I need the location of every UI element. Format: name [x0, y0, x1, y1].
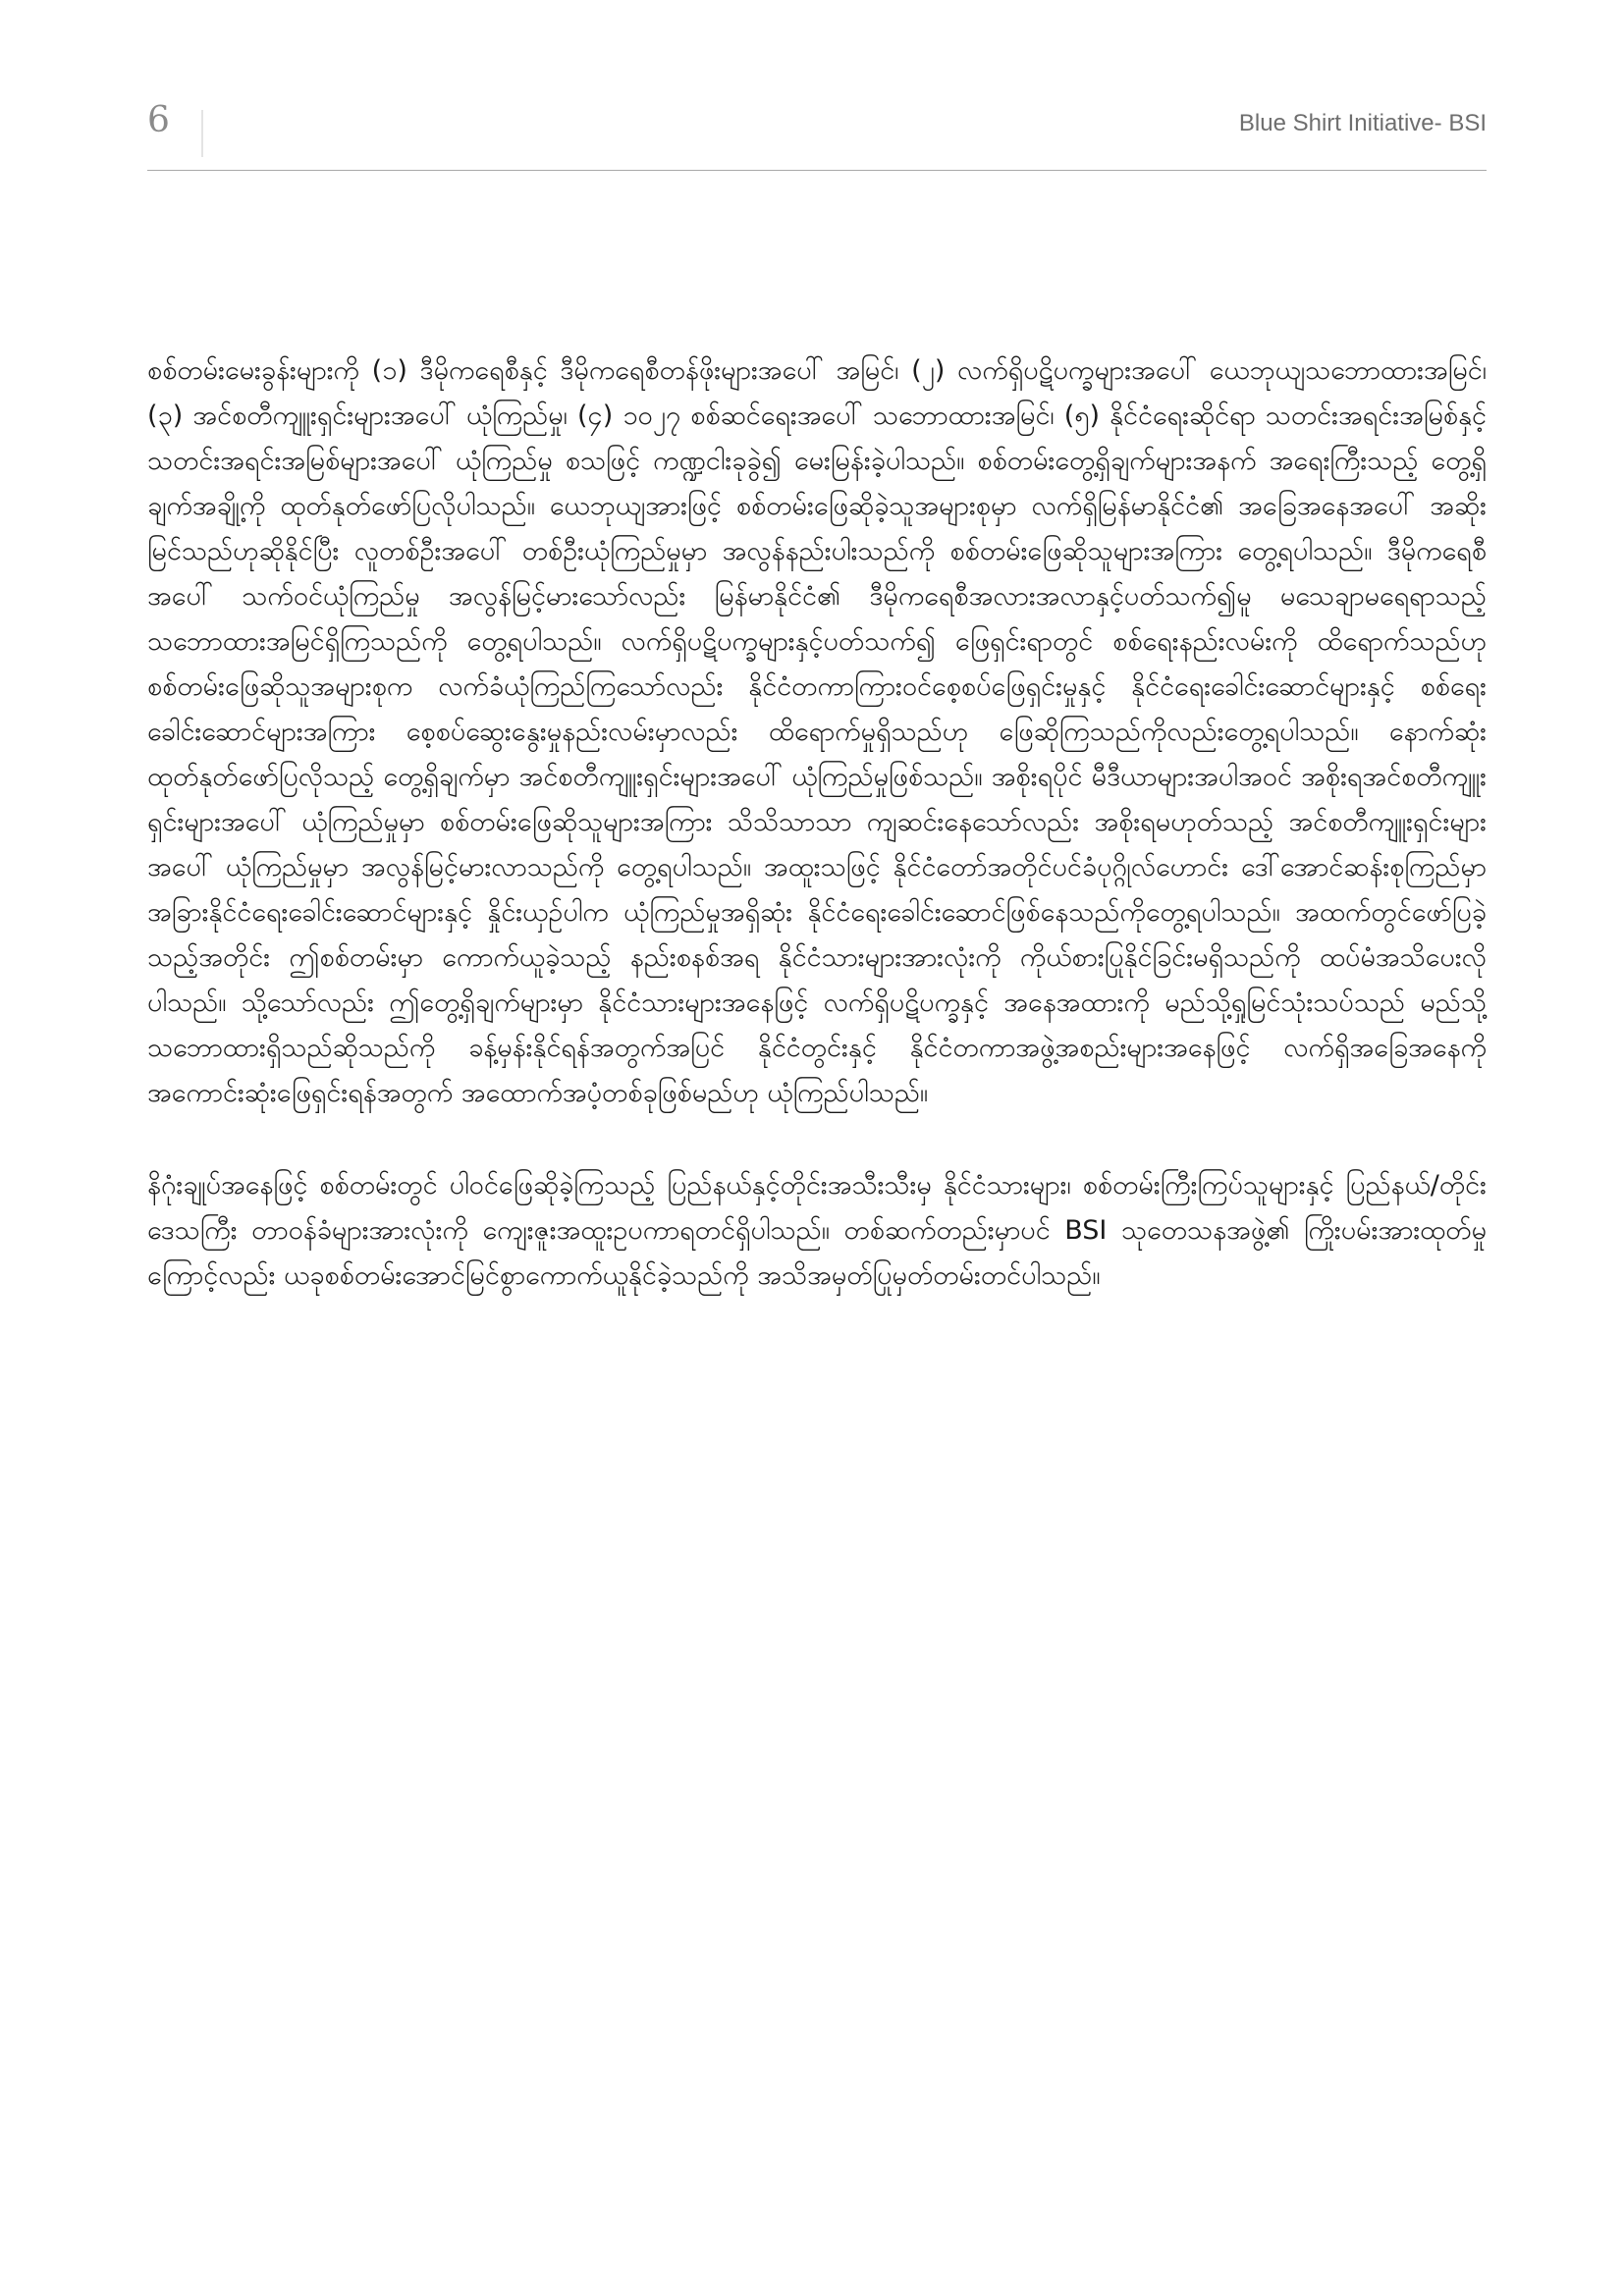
- page-number: 6: [147, 100, 170, 140]
- paragraph-acknowledgements: နိဂုံးချုပ်အနေဖြင့် စစ်တမ်းတွင် ပါဝင်ဖြေဆိုခဲ့ကြသည့် ပြည်နယ်နှင့်တိုင်းအသီးသီးမှ နိုင်ငံသားများ၊ စစ်တမ်းကြီးကြပ်သူများနှင့် ပြည်နယ်/တိုင်းဒေသကြီး တာဝန်ခံများအားလုံးကို ကျေးဇူးအထူးဥပကာရတင်ရှိပါသည်။ တစ်ဆက်တည်းမှာပင် BSI သုတေသနအဖွဲ့၏ ကြိုးပမ်းအားထုတ်မှုကြောင့်လည်း ယခုစစ်တမ်းအောင်မြင်စွာကောက်ယူနိုင်ခဲ့သည်ကို အသိအမှတ်ပြုမှတ်တမ်းတင်ပါသည်။: [147, 1170, 1487, 1291]
- paragraph-survey-findings: စစ်တမ်းမေးခွန်းများကို (၁) ဒီမိုကရေစီနှင့် ဒီမိုကရေစီတန်ဖိုးများအပေါ် အမြင်၊ (၂) လက်ရှိပဋိပက္ခများအပေါ် ယေဘုယျသဘောထားအမြင်၊ (၃) အင်စတီကျူးရှင်းများအပေါ် ယုံကြည်မှု၊ (၄) ၁၀၂၇ စစ်ဆင်ရေးအပေါ် သဘောထားအမြင်၊ (၅) နိုင်ငံရေးဆိုင်ရာ သတင်းအရင်းအမြစ်နှင့် သတင်းအရင်းအမြစ်များအပေါ် ယုံကြည်မှု စသဖြင့် ကဏ္ဍငါးခုခွဲ၍ မေးမြန်းခဲ့ပါသည်။ စစ်တမ်းတွေ့ရှိချက်များအနက် အရေးကြီးသည့် တွေ့ရှိချက်အချို့ကို ထုတ်နုတ်ဖော်ပြလိုပါသည်။ ယေဘုယျအားဖြင့် စစ်တမ်းဖြေဆိုခဲ့သူအများစုမှာ လက်ရှိမြန်မာနိုင်ငံ၏ အခြေအနေအပေါ် အဆိုးမြင်သည်ဟုဆိုနိုင်ပြီး လူတစ်ဦးအပေါ် တစ်ဦးယုံကြည်မှုမှာ အလွန်နည်းပါးသည်ကို စစ်တမ်းဖြေဆိုသူများအကြား တွေ့ရပါသည်။ ဒီမိုကရေစီအပေါ် သက်ဝင်ယုံကြည်မှု အလွန်မြင့်မားသော်လည်း မြန်မာနိုင်ငံ၏ ဒီမိုကရေစီအလားအလာနှင့်ပတ်သက်၍မူ မသေချာမရေရာသည့် သဘောထားအမြင်ရှိကြသည်ကို တွေ့ရပါသည်။ လက်ရှိပဋိပက္ခများနှင့်ပတ်သက်၍ ဖြေရှင်းရာတွင် စစ်ရေးနည်းလမ်းကို ထိရောက်သည်ဟု စစ်တမ်းဖြေဆိုသူအများစုက လက်ခံယုံကြည်ကြသော်လည်း နိုင်ငံတကာကြားဝင်စေ့စပ်ဖြေရှင်းမှုနှင့် နိုင်ငံရေးခေါင်းဆောင်များနှင့် စစ်ရေးခေါင်းဆောင်များအကြား စေ့စပ်ဆွေးနွေးမှုနည်းလမ်းမှာလည်း ထိရောက်မှုရှိသည်ဟု ဖြေဆိုကြသည်ကိုလည်းတွေ့ရပါသည်။ နောက်ဆုံးထုတ်နုတ်ဖော်ပြလိုသည့် တွေ့ရှိချက်မှာ အင်စတီကျူးရှင်းများအပေါ် ယုံကြည်မှုဖြစ်သည်။ အစိုးရပိုင် မီဒီယာများအပါအဝင် အစိုးရအင်စတီကျူးရှင်းများအပေါ် ယုံကြည်မှုမှာ စစ်တမ်းဖြေဆိုသူများအကြား သိသိသာသာ ကျဆင်းနေသော်လည်း အစိုးရမဟုတ်သည့် အင်စတီကျူးရှင်းများအပေါ် ယုံကြည်မှုမှာ အလွန်မြင့်မားလာသည်ကို တွေ့ရပါသည်။ အထူးသဖြင့် နိုင်ငံတော်အတိုင်ပင်ခံပုဂ္ဂိုလ်ဟောင်း ဒေါ်အောင်ဆန်းစုကြည်မှာ အခြားနိုင်ငံရေးခေါင်းဆောင်များနှင့် နှိုင်းယှဉ်ပါက ယုံကြည်မှုအရှိဆုံး နိုင်ငံရေးခေါင်းဆောင်ဖြစ်နေသည်ကိုတွေ့ရပါသည်။ အထက်တွင်ဖော်ပြခဲ့သည့်အတိုင်း ဤစစ်တမ်းမှာ ကောက်ယူခဲ့သည့် နည်းစနစ်အရ နိုင်ငံသားများအားလုံးကို ကိုယ်စားပြုနိုင်ခြင်းမရှိသည်ကို ထပ်မံအသိပေးလိုပါသည်။ သို့သော်လည်း ဤတွေ့ရှိချက်များမှာ နိုင်ငံသားများအနေဖြင့် လက်ရှိပဋိပက္ခနှင့် အနေအထားကို မည်သို့ရှုမြင်သုံးသပ်သည် မည်သို့သဘောထားရှိသည်ဆိုသည်ကို ခန့်မှန်းနိုင်ရန်အတွက်အပြင် နိုင်ငံတွင်းနှင့် နိုင်ငံတကာအဖွဲ့အစည်းများအနေဖြင့် လက်ရှိအခြေအနေကို အကောင်းဆုံးဖြေရှင်းရန်အတွက် အထောက်အပံ့တစ်ခုဖြစ်မည်ဟု ယုံကြည်ပါသည်။: [147, 355, 1487, 1108]
- body-text: [147, 348, 1487, 1346]
- page-number-divider: [201, 110, 203, 157]
- header-rule: [147, 170, 1487, 171]
- running-header-title: Blue Shirt Initiative- BSI: [1238, 110, 1487, 136]
